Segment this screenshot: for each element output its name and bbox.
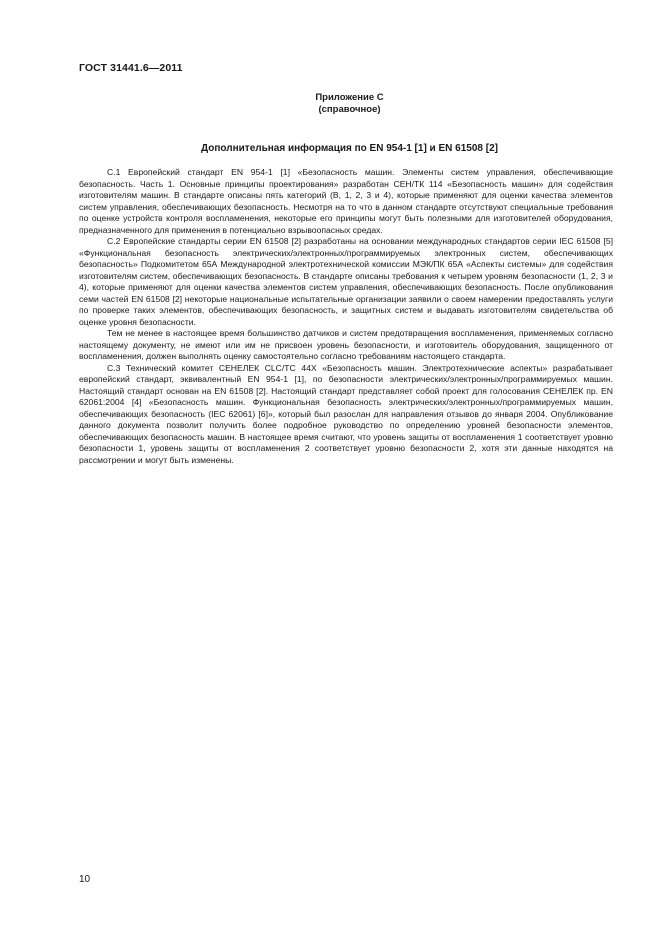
paragraph-c1: С.1 Европейский стандарт EN 954-1 [1] «Безопасность машин. Элементы систем управления, обеспечивающие безопасность. Часть 1. Основные принципы проектирования» разработан СЕН/ТК 114 «Безопасность машин» для содействия изготовителям машин. В стандарте описаны пять категорий (В, 1, 2, 3 и 4), которые применяют для оценки качества элементов систем управления, обеспечивающих безопасность. Несмотря на то что в данном стандарте отсутствуют специальные требования по оценке устройств контроля воспламенения, некоторые его принципы могут быть полезными для изготовителей оборудования, предназначенного для применения в потенциально взрывоопасных средах. — [79, 167, 613, 235]
annex-subtitle: (справочное) — [318, 104, 381, 115]
section-heading: Дополнительная информация по EN 954-1 [1] и EN 61508 [2] — [201, 143, 498, 154]
body-text — [79, 167, 613, 466]
annex-title: Приложение С — [315, 92, 384, 103]
paragraph-c3: С.3 Технический комитет СЕНЕЛЕК CLC/TC 44X «Безопасность машин. Электротехнические аспекты» разрабатывает европейский стандарт, эквивалентный EN 954-1 [1], по безопасности электрических/электронных/программируемых машин. Настоящий стандарт основан на EN 61508 [2]. Настоящий стандарт представляет собой проект для голосования СЕНЕЛЕК пр. EN 62061:2004 [4] «Безопасность машин. Функциональная безопасность электрических/электронных/программируемых машин, обеспечивающих безопасность (IEC 62061) [6]», который был разослан для направления отзывов до января 2004. Опубликование данного документа позволит получить более подробное руководство по определению уровней безопасности элементов, обеспечивающих безопасность машин. В настоящее время считают, что уровень защиты от воспламенения 1 соответствует уровню безопасности 1, уровень защиты от воспламенения 2 соответствует уровню безопасности 2, хотя эти данные находятся на рассмотрении и могут быть изменены. — [79, 362, 613, 465]
page-number: 10 — [79, 874, 91, 885]
paragraph-c2-continued: Тем не менее в настоящее время большинство датчиков и систем предотвращения воспламенения, применяемых согласно настоящему документу, не имеют или им не присвоен уровень безопасности, и изготовитель оборудования, защищенного от воспламенения, должен выполнять оценку самостоятельно согласно требованиям настоящего стандарта. — [79, 328, 613, 361]
paragraph-c2: С.2 Европейские стандарты серии EN 61508 [2] разработаны на основании международных стандартов серии IEC 61508 [5] «Функциональная безопасность электрических/электронных/программируемых электронных систем, обеспечивающих безопасность» Подкомитетом 65А Международной электротехнической комиссии МЭК/ПК 65А «Аспекты системы» для содействия изготовителям систем, обеспечивающих безопасность. В стандарте описаны требования к четырем уровням безопасности (1, 2, 3 и 4), которые применяют для оценки качества элементов систем управления, обеспечивающих безопасность. После опубликования семи частей EN 61508 [2] некоторые национальные испытательные организации заявили о своем намерении предоставлять услуги по проверке таких элементов, обеспечивающих безопасность, и защитных систем и выдавать изготовителям свидетельства об оценке уровня безопасности. — [79, 236, 613, 327]
document-code: ГОСТ 31441.6—2011 — [79, 62, 183, 74]
